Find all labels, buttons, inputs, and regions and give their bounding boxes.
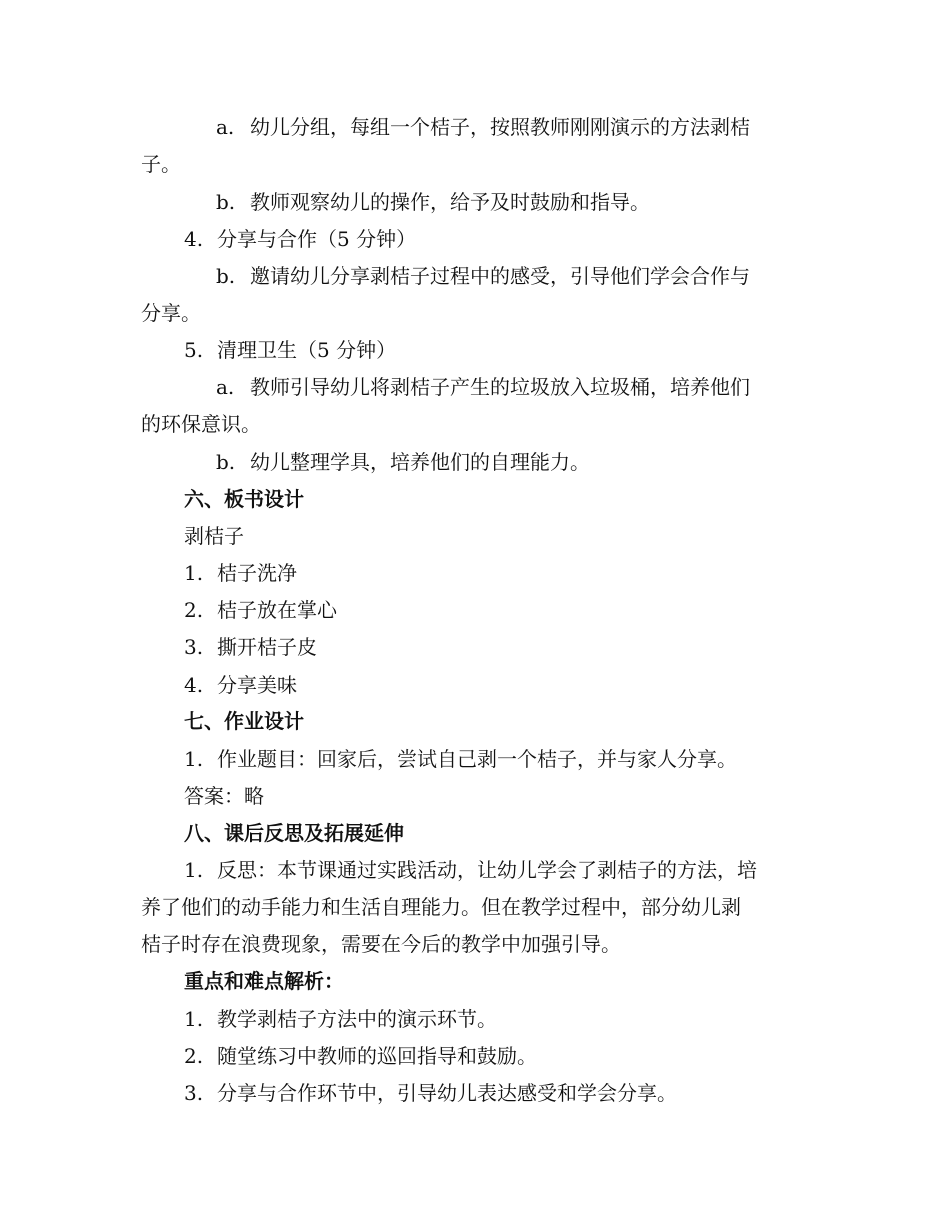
line-text: 幼儿整理学具，培养他们的自理能力。 bbox=[250, 450, 590, 474]
heading-text: 重点和难点解析： bbox=[184, 969, 344, 993]
line-text: 分享美味 bbox=[217, 673, 297, 697]
list-marker: 1. bbox=[184, 561, 204, 585]
line-text: 分享与合作环节中，引导幼儿表达感受和学会分享。 bbox=[217, 1081, 677, 1105]
line-text: 桔子时存在浪费现象，需要在今后的教学中加强引导。 bbox=[141, 932, 621, 956]
list-marker: a. bbox=[216, 115, 235, 139]
line-text: 教师观察幼儿的操作，给予及时鼓励和指导。 bbox=[250, 190, 650, 214]
line-text: 桔子洗净 bbox=[217, 561, 297, 585]
list-marker: 2. bbox=[184, 1044, 204, 1068]
line-text: 的环保意识。 bbox=[141, 412, 261, 436]
list-marker: 1. bbox=[184, 1007, 204, 1031]
line-text: 分享。 bbox=[141, 301, 201, 325]
heading-text: 八、课后反思及拓展延伸 bbox=[184, 821, 404, 845]
list-marker: 1. bbox=[184, 858, 204, 882]
list-marker: 4. bbox=[184, 673, 204, 697]
line-text: 作业题目：回家后，尝试自己剥一个桔子，并与家人分享。 bbox=[217, 747, 737, 771]
line-text: 分享与合作（5 分钟） bbox=[217, 227, 417, 251]
line-text: 养了他们的动手能力和生活自理能力。但在教学过程中，部分幼儿剥 bbox=[141, 895, 741, 919]
line-text: 幼儿分组，每组一个桔子，按照教师刚刚演示的方法剥桔 bbox=[250, 115, 750, 139]
list-marker: 4. bbox=[184, 227, 204, 251]
list-marker: 2. bbox=[184, 598, 204, 622]
line-text: 答案：略 bbox=[184, 784, 264, 808]
list-marker: a. bbox=[216, 375, 235, 399]
line-text: 清理卫生（5 分钟） bbox=[217, 338, 397, 362]
list-marker: 1. bbox=[184, 747, 204, 771]
line-text: 桔子放在掌心 bbox=[217, 598, 337, 622]
list-marker: 3. bbox=[184, 635, 204, 659]
list-marker: 5. bbox=[184, 338, 204, 362]
heading-text: 七、作业设计 bbox=[184, 709, 304, 733]
list-marker: b. bbox=[216, 190, 236, 214]
list-marker: b. bbox=[216, 264, 236, 288]
line-text: 撕开桔子皮 bbox=[217, 635, 317, 659]
line-text: 子。 bbox=[141, 152, 181, 176]
list-marker: 3. bbox=[184, 1081, 204, 1105]
line-text: 剥桔子 bbox=[184, 524, 244, 548]
line-text: 教学剥桔子方法中的演示环节。 bbox=[217, 1007, 497, 1031]
line-text: 反思：本节课通过实践活动，让幼儿学会了剥桔子的方法，培 bbox=[217, 858, 757, 882]
line-text: 教师引导幼儿将剥桔子产生的垃圾放入垃圾桶，培养他们 bbox=[250, 375, 750, 399]
heading-text: 六、板书设计 bbox=[184, 487, 304, 511]
list-marker: b. bbox=[216, 450, 236, 474]
line-text: 随堂练习中教师的巡回指导和鼓励。 bbox=[217, 1044, 537, 1068]
line-text: 邀请幼儿分享剥桔子过程中的感受，引导他们学会合作与 bbox=[250, 264, 750, 288]
